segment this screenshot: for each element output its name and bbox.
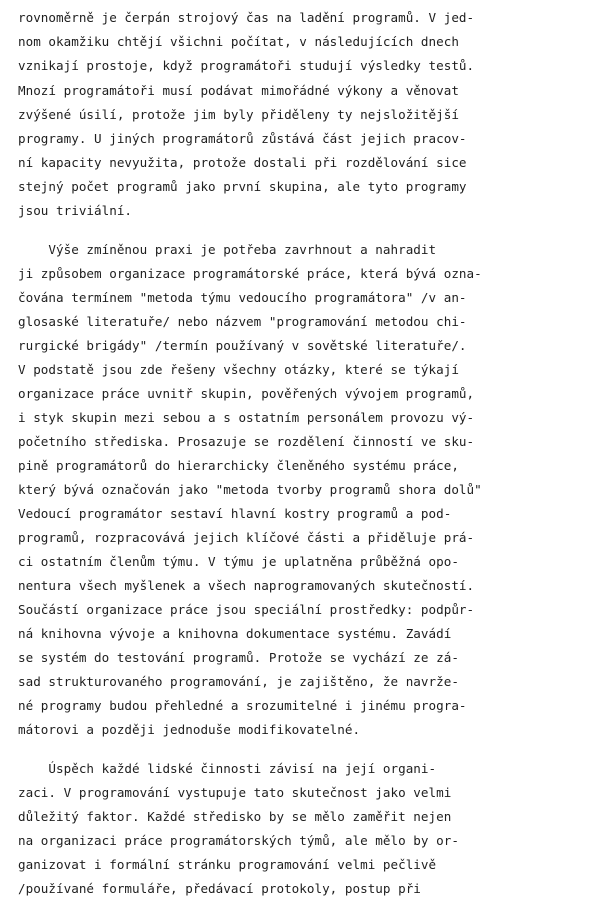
text-line: vznikají prostoje, když programátoři studují výsledky testů. bbox=[18, 58, 475, 73]
text-line: pině programátorů do hierarchicky členěného systému práce, bbox=[18, 458, 459, 473]
text-line: programy. U jiných programátorů zůstává část jejich pracov- bbox=[18, 131, 467, 146]
text-line: Vedoucí programátor sestaví hlavní kostry programů a pod- bbox=[18, 506, 452, 521]
text-line: zaci. V programování vystupuje tato skutečnost jako velmi bbox=[18, 785, 452, 800]
text-line: né programy budou přehledné a srozumitelné i jinému progra- bbox=[18, 698, 467, 713]
text-line: Výše zmíněnou praxi je potřeba zavrhnout a nahradit bbox=[18, 242, 437, 257]
text-line: mátorovi a později jednoduše modifikovatelné. bbox=[18, 722, 361, 737]
text-line: čována termínem "metoda týmu vedoucího programátora" /v an- bbox=[18, 290, 467, 305]
text-line: se systém do testování programů. Protože se vychází ze zá- bbox=[18, 650, 459, 665]
text-line: ji způsobem organizace programátorské práce, která bývá ozna- bbox=[18, 266, 482, 281]
text-line: glosaské literatuře/ nebo názvem "programování metodou chi- bbox=[18, 314, 467, 329]
text-line: zvýšené úsilí, protože jim byly přiděleny ty nejsložitější bbox=[18, 107, 459, 122]
text-line: jsou triviální. bbox=[18, 203, 133, 218]
text-line: ci ostatním členům týmu. V týmu je uplatněna průběžná opo- bbox=[18, 554, 459, 569]
text-line: rurgické brigády" /termín používaný v sovětské literatuře/. bbox=[18, 338, 467, 353]
text-line: početního střediska. Prosazuje se rozdělení činností ve sku- bbox=[18, 434, 475, 449]
text-line: ganizovat i formální stránku programování velmi pečlivě bbox=[18, 857, 437, 872]
text-line: sad strukturovaného programování, je zajištěno, že navrže- bbox=[18, 674, 459, 689]
text-line: rovnoměrně je čerpán strojový čas na ladění programů. V jed- bbox=[18, 10, 475, 25]
text-line: V podstatě jsou zde řešeny všechny otázky, které se týkají bbox=[18, 362, 459, 377]
text-line: který bývá označován jako "metoda tvorby programů shora dolů" bbox=[18, 482, 482, 497]
text-line: ná knihovna vývoje a knihovna dokumentace systému. Zavádí bbox=[18, 626, 452, 641]
text-line: Součástí organizace práce jsou speciální prostředky: podpůr- bbox=[18, 602, 475, 617]
text-line: stejný počet programů jako první skupina, ale tyto programy bbox=[18, 179, 467, 194]
text-line: Mnozí programátoři musí podávat mimořádné výkony a věnovat bbox=[18, 83, 459, 98]
text-line: nentura všech myšlenek a všech naprogramovaných skutečností. bbox=[18, 578, 475, 593]
text-line: nom okamžiku chtějí všichni počítat, v následujících dnech bbox=[18, 34, 459, 49]
text-line: důležitý faktor. Každé středisko by se mělo zaměřit nejen bbox=[18, 809, 452, 824]
text-line: programů, rozpracovává jejich klíčové části a přiděluje prá- bbox=[18, 530, 475, 545]
text-line: ní kapacity nevyužita, protože dostali při rozdělování sice bbox=[18, 155, 467, 170]
text-line: Úspěch každé lidské činnosti závisí na její organi- bbox=[18, 761, 437, 776]
text-line: organizace práce uvnitř skupin, pověřených vývojem programů, bbox=[18, 386, 475, 401]
text-line: na organizaci práce programátorských týmů, ale mělo by or- bbox=[18, 833, 459, 848]
text-line: /používané formuláře, předávací protokoly, postup při bbox=[18, 881, 421, 896]
text-line: i styk skupin mezi sebou a s ostatním personálem provozu vý- bbox=[18, 410, 475, 425]
